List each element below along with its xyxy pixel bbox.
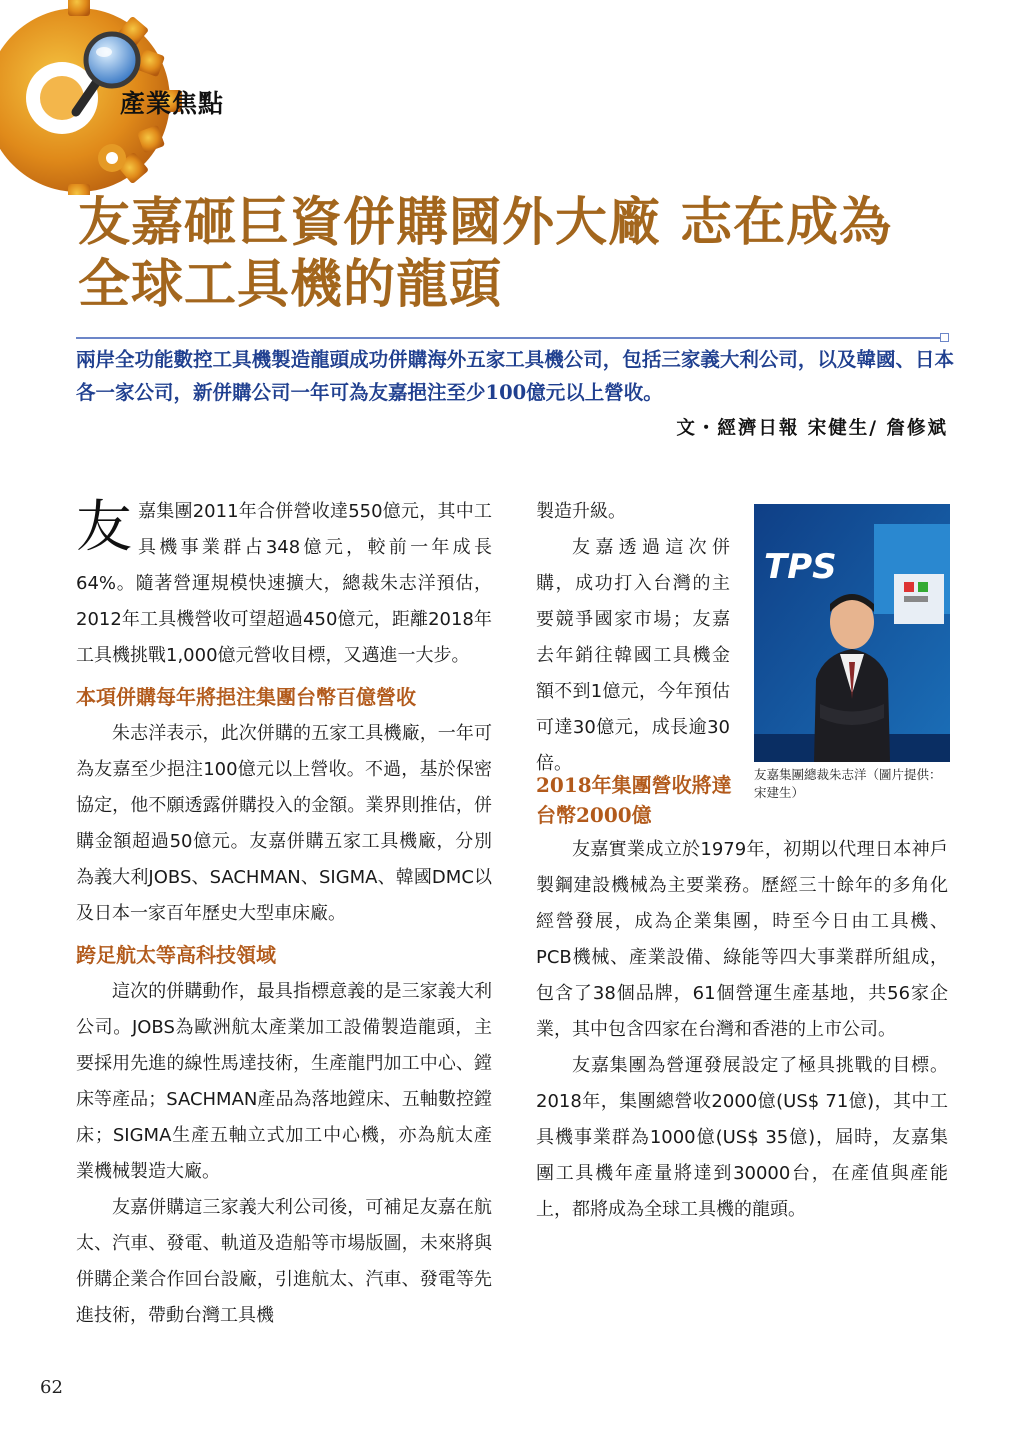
- left-column: [76, 494, 492, 1334]
- paragraph-1: [76, 494, 492, 674]
- paragraph-4: 友嘉併購這三家義大利公司後，可補足友嘉在航太、汽車、發電、軌道及造船等市場版圖，未來將與併購企業合作回台設廠，引進航太、汽車、發電等先進技術，帶動台灣工具機: [76, 1197, 492, 1326]
- drop-cap: 友: [76, 495, 132, 560]
- chairman-photo: [754, 504, 950, 762]
- paragraph-7: 友嘉集團為營運發展設定了極具挑戰的目標。2018年，集團總營收2000億(US$ 71億)，其中工具機事業群為1000億(US$ 35億)，屆時，友嘉集團工具機年產量將達到30000台，在產值與產能上，都將成為全球工具機的龍頭。: [536, 1055, 948, 1220]
- subheading-2: 跨足航太等高科技領域: [76, 943, 276, 967]
- article-title: [78, 192, 958, 316]
- divider-end-square: [940, 333, 949, 342]
- article-byline: 文・經濟日報 宋健生/ 詹修斌: [676, 418, 948, 439]
- paragraph-3: 這次的併購動作，最具指標意義的是三家義大利公司。JOBS為歐洲航太產業加工設備製造龍頭，主要採用先進的線性馬達技術，生產龍門加工中心、鏜床等產品；SACHMAN產品為落地鏜床、五軸數控鏜床；SIGMA生產五軸立式加工中心機，亦為航太產業機械製造大廠。: [76, 981, 492, 1182]
- photo-sign-text: TPS: [764, 547, 837, 587]
- subheading-3: 2018年集團營收將達台幣2000億: [536, 773, 732, 827]
- paragraph-2: 朱志洋表示，此次併購的五家工具機廠，一年可為友嘉至少挹注100億元以上營收。不過，基於保密協定，他不願透露併購投入的金額。業界則推估，併購金額超過50億元。友嘉併購五家工具機廠，分別為義大利JOBS、SACHMAN、SIGMA、韓國DMC以及日本一家百年歷史大型車床廠。: [76, 723, 492, 924]
- paragraph-5: 友嘉透過這次併購，成功打入台灣的主要競爭國家市場；友嘉去年銷往韓國工具機金額不到1億元，今年預估可達30億元，成長逾30倍。: [536, 537, 730, 774]
- right-column-top: [536, 494, 730, 782]
- paragraph-6: 友嘉實業成立於1979年，初期以代理日本神戶製鋼建設機械為主要業務。歷經三十餘年的多角化經營發展，成為企業集團，時至今日由工具機、PCB機械、產業設備、綠能等四大事業群所組成，包含了38個品牌，61個營運生產基地，共56家企業，其中包含四家在台灣和香港的上市公司。: [536, 839, 948, 1040]
- article-title-line2: 全球工具機的龍頭: [78, 254, 503, 315]
- right-column-bottom: [536, 832, 948, 1228]
- article-title-line1: 友嘉砸巨資併購國外大廠 志在成為: [78, 192, 893, 253]
- paragraph-4-continued: 製造升級。: [536, 501, 626, 522]
- subheading-1: 本項併購每年將挹注集團台幣百億營收: [76, 685, 416, 709]
- page-number: 62: [40, 1377, 63, 1398]
- section-tag: 產業焦點: [120, 89, 225, 118]
- article-lead: 兩岸全功能數控工具機製造龍頭成功併購海外五家工具機公司，包括三家義大利公司，以及韓國、日本各一家公司，新併購公司一年可為友嘉挹注至少100億元以上營收。: [76, 348, 954, 404]
- photo-caption: 友嘉集團總裁朱志洋（圖片提供：宋建生）: [754, 767, 942, 800]
- small-gear-icon: [98, 144, 126, 172]
- title-divider: [76, 337, 944, 339]
- paragraph-1-text: 嘉集團2011年合併營收達550億元，其中工具機事業群占348億元，較前一年成長64%。隨著營運規模快速擴大，總裁朱志洋預估，2012年工具機營收可望超過450億元，距離2018年工具機挑戰1,000億元營收目標，又邁進一大步。: [76, 501, 492, 666]
